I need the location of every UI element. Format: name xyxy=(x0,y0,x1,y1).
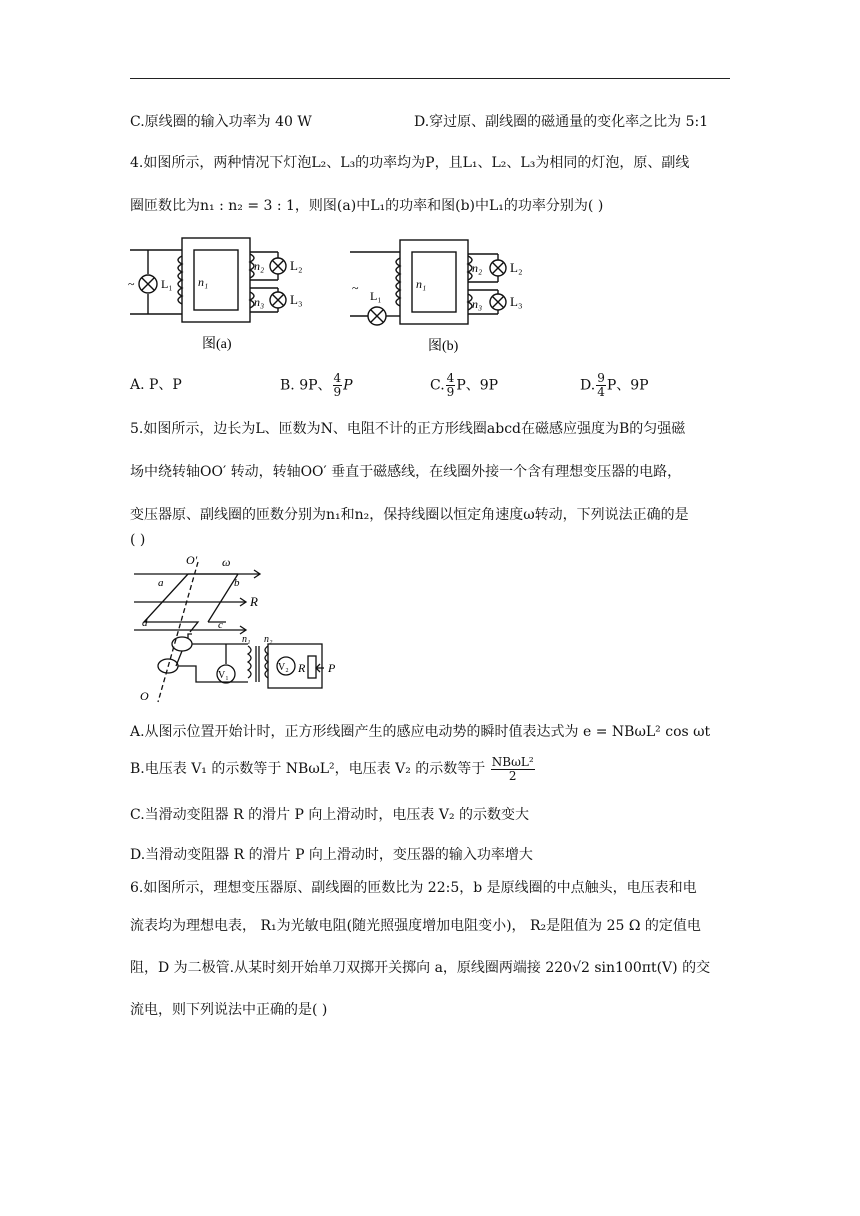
q5-a-label: a xyxy=(158,577,164,589)
q5-option-b-text: B.电压表 V₁ 的示数等于 NBωL²，电压表 V₂ 的示数等于 xyxy=(130,761,486,777)
q4-option-d-suffix: P、9P xyxy=(606,377,649,394)
q5-option-d: D.当滑动变阻器 R 的滑片 P 向上滑动时，变压器的输入功率增大 xyxy=(130,847,533,863)
q4b-L1-label: L₁ xyxy=(370,289,382,303)
q5-option-b-denominator: 2 xyxy=(508,768,517,783)
q5-b-label: b xyxy=(234,577,240,589)
q4b-n2-label: n₂ xyxy=(472,261,483,275)
q5-option-a: A.从图示位置开始计时，正方形线圈产生的感应电动势的瞬时值表达式为 e = NBωL² cos ωt xyxy=(130,724,711,740)
q5-stem-line4: ( ) xyxy=(130,532,146,548)
q4-option-d-fraction xyxy=(596,372,606,399)
q6-stem-line1: 6.如图所示，理想变压器原、副线圈的匝数比为 22:5，b 是原线圈的中点触头，电压表和电 xyxy=(130,880,697,896)
q5-figure xyxy=(128,554,348,710)
q5-option-b-fraction xyxy=(491,756,535,783)
q3-options xyxy=(130,112,730,132)
q6-stem-line3: 阻，D 为二极管.从某时刻开始单刀双掷开关掷向 a，原线圈两端接 220√2 sin100πt(V) 的交 xyxy=(130,960,711,976)
q4-option-c-prefix: C. xyxy=(430,377,445,394)
q4-option-b xyxy=(280,372,353,399)
q4a-L1-label: L₁ xyxy=(161,277,173,291)
q4a-n3-label: n₃ xyxy=(254,295,265,309)
q4a-ac-label: ~ xyxy=(128,277,135,291)
q4a-L2-label: L₂ xyxy=(290,258,303,273)
q5-field-R-label: R xyxy=(250,594,258,609)
q4-option-c-fraction xyxy=(446,372,456,399)
q5-option-c: C.当滑动变阻器 R 的滑片 P 向上滑动时，电压表 V₂ 的示数变大 xyxy=(130,807,530,823)
q4b-n3-label: n₃ xyxy=(472,297,483,311)
header-rule xyxy=(130,78,730,79)
q5-V1-label: V₁ xyxy=(218,670,229,681)
q5-omega-label: ω xyxy=(222,555,231,569)
q5-c-label: c xyxy=(218,619,223,631)
q5-stem-line3: 变压器原、副线圈的匝数分别为n₁和n₂，保持线圈以恒定角速度ω转动，下列说法正确的是 xyxy=(130,507,689,523)
q5-P-label: P xyxy=(328,661,336,675)
q4b-ac-label: ~ xyxy=(352,281,359,295)
q4-stem-line1: 4.如图所示，两种情况下灯泡L₂、L₃的功率均为P，且L₁、L₂、L₃为相同的灯泡，原、副线 xyxy=(130,155,690,171)
q5-V2-label: V₂ xyxy=(278,662,289,673)
q4b-caption: 图(b) xyxy=(428,339,459,354)
q4-figure-a xyxy=(126,230,326,360)
q5-stem-line2: 场中绕转轴OO′ 转动，转轴OO′ 垂直于磁感线，在线圈外接一个含有理想变压器的电路， xyxy=(130,464,682,480)
q5-option-b-numerator: NBωL² xyxy=(491,754,534,769)
q5-stem-line1: 5.如图所示，边长为L、匝数为N、电阻不计的正方形线圈abcd在磁感应强度为B的匀强磁 xyxy=(130,421,686,437)
q5-option-b xyxy=(130,754,536,784)
q4-option-d xyxy=(580,372,649,399)
q4b-L3-label: L₃ xyxy=(510,294,523,309)
q4-option-c-denominator: 9 xyxy=(446,385,455,399)
q4-option-b-prefix: B. 9P、 xyxy=(280,377,332,394)
q4-option-b-denominator: 9 xyxy=(333,385,342,399)
q4-option-d-denominator: 4 xyxy=(597,385,605,399)
q3-option-c: C.原线圈的输入功率为 40 W xyxy=(130,114,312,130)
q4-option-c-suffix: P、9P xyxy=(456,377,499,394)
q4-option-d-prefix: D. xyxy=(580,377,596,394)
q5-O-prime-label: O′ xyxy=(186,554,198,567)
q6-stem-line4: 流电，则下列说法中正确的是( ) xyxy=(130,1002,328,1018)
q4-option-a: A. P、P xyxy=(130,377,182,393)
q5-O-label: O xyxy=(140,689,149,703)
q5-d-label: d xyxy=(142,617,148,629)
q4-options xyxy=(130,372,730,398)
q4a-caption: 图(a) xyxy=(202,337,232,352)
q4-option-c xyxy=(430,372,498,399)
q4a-n1-label: n₁ xyxy=(198,275,209,289)
q5-n2-label: n₂ xyxy=(264,634,273,645)
q4-option-b-fraction xyxy=(333,372,343,399)
q5-R-label: R xyxy=(298,661,306,675)
q4-figure-b xyxy=(346,232,546,362)
q5-n1-label: n₁ xyxy=(242,634,251,645)
q3-option-d: D.穿过原、副线圈的磁通量的变化率之比为 5:1 xyxy=(414,114,709,130)
q4b-L2-label: L₂ xyxy=(510,260,523,275)
q4a-L3-label: L₃ xyxy=(290,292,303,307)
q4-option-c-numerator: 4 xyxy=(446,371,455,385)
q4-stem-line2: 圈匝数比为n₁ : n₂ = 3 : 1，则图(a)中L₁的功率和图(b)中L₁的功率分别为( ) xyxy=(130,198,604,214)
q4-option-b-numerator: 4 xyxy=(333,371,342,385)
q4b-n1-label: n₁ xyxy=(416,277,427,291)
q4-option-b-suffix: P xyxy=(343,377,353,394)
q6-stem-line2: 流表均为理想电表， R₁为光敏电阻(随光照强度增加电阻变小)， R₂是阻值为 25 Ω 的定值电 xyxy=(130,918,701,934)
q4a-n2-label: n₂ xyxy=(254,259,265,273)
q4-option-d-numerator: 9 xyxy=(597,371,605,385)
